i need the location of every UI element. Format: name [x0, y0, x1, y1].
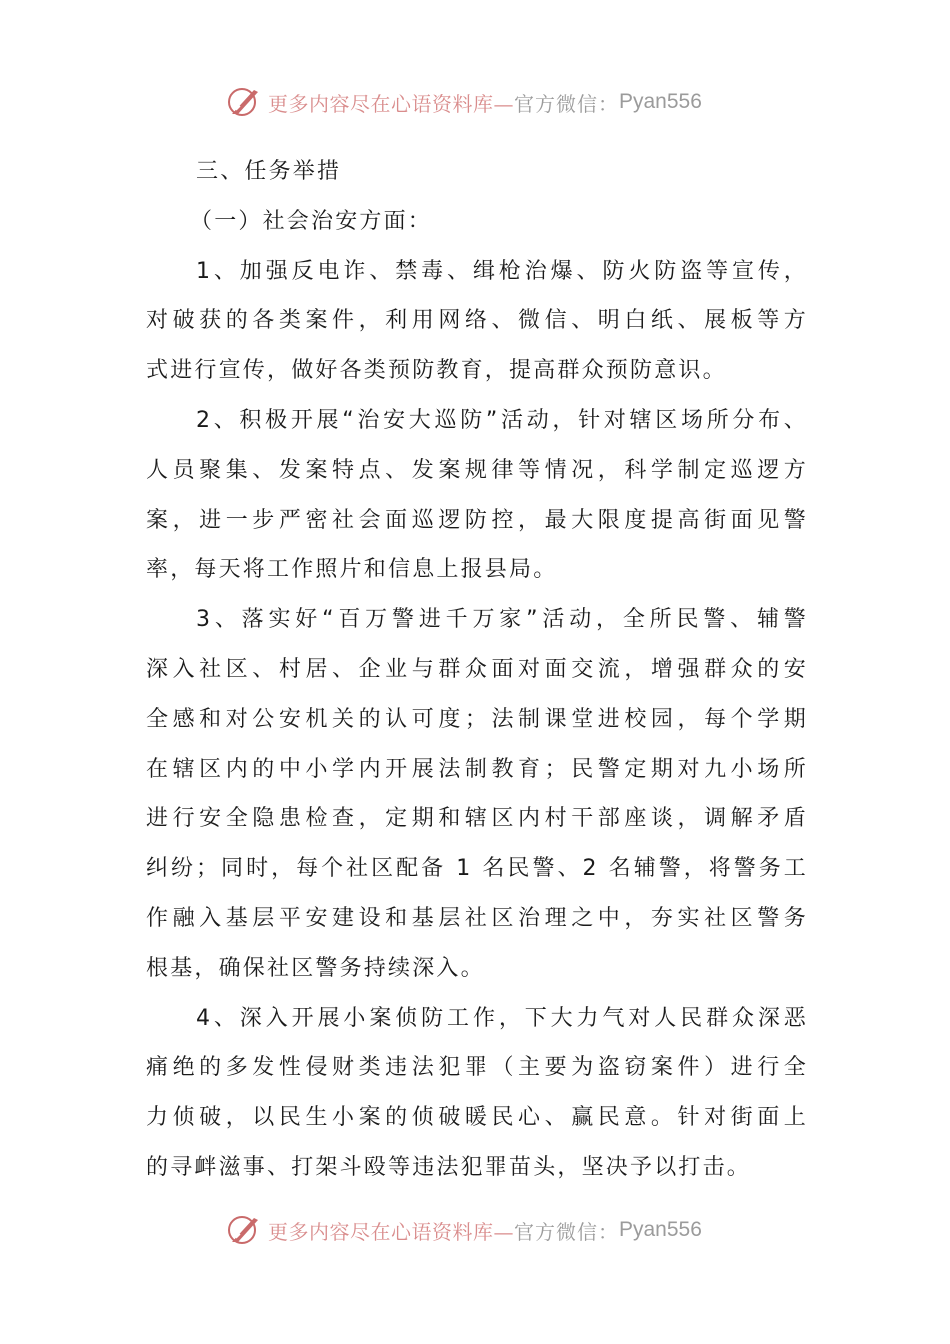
quill-logo-icon [226, 84, 262, 120]
paragraph-line: 力侦破，以民生小案的侦破暖民心、赢民意。针对街面上 [146, 1105, 808, 1131]
watermark-wechat-label: 官方微信： [514, 1219, 619, 1244]
document-body [146, 147, 808, 1193]
paragraph-line: 纠纷；同时，每个社区配备 1 名民警、2 名辅警，将警务工 [146, 856, 808, 882]
paragraph-line: 进行安全隐患检查，定期和辖区内村干部座谈，调解矛盾 [146, 806, 808, 832]
paragraph-line: 的寻衅滋事、打架斗殴等违法犯罪苗头，坚决予以打击。 [146, 1154, 752, 1180]
watermark-wechat-label: 官方微信： [514, 91, 619, 116]
paragraph-line: 人员聚集、发案特点、发案规律等情况，科学制定巡逻方 [146, 457, 808, 483]
watermark-text: 更多内容尽在心语资料库— [268, 1219, 514, 1244]
paragraph-line: 在辖区内的中小学内开展法制教育；民警定期对九小场所 [146, 756, 808, 782]
paragraph-line: 式进行宣传，做好各类预防教育，提高群众预防意识。 [146, 358, 727, 384]
paragraph-line: 深入社区、村居、企业与群众面对面交流，增强群众的安 [146, 656, 808, 682]
paragraph-line: 作融入基层平安建设和基层社区治理之中，夯实社区警务 [146, 905, 808, 931]
header-watermark-banner [226, 82, 746, 122]
watermark-text: 更多内容尽在心语资料库— [268, 91, 514, 116]
section-heading: 三、任务举措 [196, 159, 342, 184]
watermark-wechat-id: Pyan556 [619, 90, 702, 113]
paragraph-line: 4、深入开展小案侦防工作，下大力气对人民群众深恶 [196, 1005, 808, 1031]
paragraph-line: 1、加强反电诈、禁毒、缉枪治爆、防火防盗等宣传， [196, 258, 808, 284]
paragraph-line: 根基，确保社区警务持续深入。 [146, 955, 485, 981]
quill-logo-icon [226, 1212, 262, 1248]
paragraph-line: 2、积极开展“治安大巡防”活动，针对辖区场所分布、 [196, 407, 808, 433]
paragraph-line: 案，进一步严密社会面巡逻防控，最大限度提高街面见警 [146, 507, 808, 533]
subsection-heading: （一）社会治安方面： [190, 208, 433, 234]
watermark-wechat-id: Pyan556 [619, 1218, 702, 1241]
paragraph-line: 3、落实好“百万警进千万家”活动，全所民警、辅警 [196, 607, 808, 633]
paragraph-line: 对破获的各类案件，利用网络、微信、明白纸、展板等方 [146, 308, 808, 334]
paragraph-line: 痛绝的多发性侵财类违法犯罪（主要为盗窃案件）进行全 [146, 1055, 808, 1081]
footer-watermark-banner [226, 1210, 746, 1250]
paragraph-line: 全感和对公安机关的认可度；法制课堂进校园，每个学期 [146, 706, 808, 732]
paragraph-line: 率，每天将工作照片和信息上报县局。 [146, 557, 558, 583]
